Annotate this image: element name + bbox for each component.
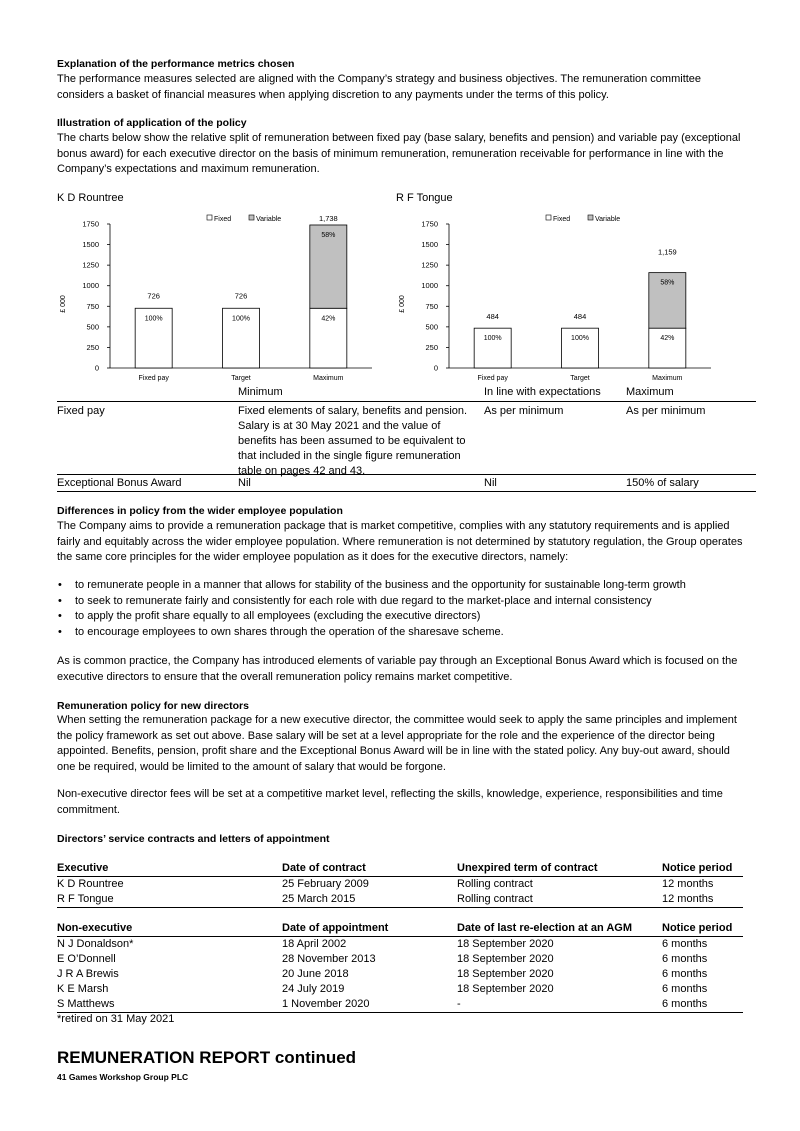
y-tick-label: 1500 (421, 240, 438, 250)
non-executive-reelection: - (457, 998, 461, 1010)
policy-fixed-maximum: As per minimum (626, 405, 706, 417)
illustration-heading: Illustration of application of the policy (57, 117, 247, 129)
y-tick-label: 250 (86, 342, 99, 352)
table-row (57, 877, 743, 892)
executives-header (57, 861, 743, 877)
footer-subtitle: 41 Games Workshop Group PLC (57, 1072, 189, 1082)
bar-fixed-label: 100% (483, 335, 502, 343)
legend-label: Fixed (553, 216, 571, 223)
y-tick-label: 1750 (421, 219, 438, 229)
y-tick-label: 0 (433, 363, 438, 373)
table-row (57, 997, 743, 1013)
wider-body2: As is common practice, the Company has introduced elements of variable pay through an Exceptional Bonus Award which is focused on the executive directors to ensure that the overall remuneration policy remains market competitive. (57, 655, 738, 683)
y-tick-label: 1250 (421, 260, 438, 270)
bar-fixed (649, 328, 686, 368)
executive-contract-date: 25 February 2009 (282, 878, 369, 890)
non-executive-reelection: 18 September 2020 (457, 953, 554, 965)
y-axis-label: £ 000 (60, 295, 67, 313)
non-executives-header-cell: Non-executive (57, 922, 133, 934)
non-executive-name: K E Marsh (57, 983, 109, 995)
executives-header-cell: Notice period (662, 862, 733, 874)
bar-fixed-label: 100% (571, 335, 589, 343)
y-tick-label: 1750 (82, 219, 99, 229)
legend-swatch-variable (588, 215, 593, 220)
legend-swatch-fixed (546, 215, 551, 220)
bar-fixed-label: 42% (660, 335, 675, 343)
executive-name: R F Tongue (57, 893, 114, 905)
bar-total-label: 484 (486, 312, 499, 322)
footer-title: REMUNERATION REPORT continued (57, 1048, 357, 1067)
chart-rf-tongue-svg (396, 190, 716, 390)
wider-bullet: • to apply the profit share equally to all employees (excluding the executive directors) (57, 609, 747, 625)
new-directors-heading: Remuneration policy for new directors (57, 700, 249, 712)
bar-fixed-label: 100% (232, 315, 250, 323)
legend-swatch-fixed (207, 215, 212, 220)
non-executive-appointment: 1 November 2020 (282, 998, 370, 1010)
executive-notice: 12 months (662, 893, 714, 905)
non-executives-header-cell: Date of last re-election at an AGM (457, 922, 633, 934)
new-directors-body: When setting the remuneration package for a new executive director, the committee would seek to apply the same principles and implement the policy framework as set out above. Base salary will be set at a level appropriate for the role and the experience of the director being appointed. Benefits, pension, profit share and the Exceptional Bonus Award will be in line with the stated policy. Any buy-out award, should one be required, would be limited to the amount of salary that would be forgone. (57, 714, 737, 773)
table-row (57, 967, 743, 982)
y-tick-label: 1000 (82, 281, 99, 291)
policy-row-fixed-pay (57, 402, 756, 475)
bar-variable-label: 58% (660, 279, 675, 287)
table-row (57, 982, 743, 997)
non-executive-name: E O’Donnell (57, 953, 116, 965)
chart-title: K D Rountree (57, 192, 124, 204)
wider-bullet: • to seek to remunerate fairly and consistently for each role with due regard to the market-place and internal consistency (57, 594, 747, 610)
non-executive-appointment: 18 April 2002 (282, 938, 347, 950)
bar-total-label: 726 (234, 291, 248, 301)
bar-total-label: 484 (573, 312, 587, 322)
y-tick-label: 0 (94, 363, 99, 373)
non-executive-appointment: 20 June 2018 (282, 968, 349, 980)
executives-header-cell: Date of contract (282, 862, 366, 874)
executive-notice: 12 months (662, 878, 714, 890)
wider-heading: Differences in policy from the wider employee population (57, 505, 343, 517)
chart-kd-rountree-svg (57, 190, 377, 390)
non-executive-notice: 6 months (662, 983, 708, 995)
table-row (57, 952, 743, 967)
executive-name: K D Rountree (57, 878, 124, 890)
non-executive-appointment: 24 July 2019 (282, 983, 345, 995)
y-tick-label: 250 (425, 342, 438, 352)
metrics-heading: Explanation of the performance metrics chosen (57, 58, 295, 70)
non-executive-name: S Matthews (57, 998, 115, 1010)
executive-contract-date: 25 March 2015 (282, 893, 356, 905)
wider-bullets (57, 578, 747, 640)
wider-bullet: • to remunerate people in a manner that allows for stability of the business and the opportunity for sustainable long-term growth (57, 578, 747, 594)
bar-total-label: 1,159 (657, 247, 677, 257)
legend-swatch-variable (249, 215, 254, 220)
non-executive-appointment: 28 November 2013 (282, 953, 376, 965)
chart-kd-rountree (57, 190, 377, 390)
executive-term: Rolling contract (457, 878, 533, 890)
non-executive-name: N J Donaldson* (57, 938, 134, 950)
x-tick-label: Target (231, 375, 251, 382)
policy-fixed-label: Fixed pay (57, 405, 105, 417)
executive-term: Rolling contract (457, 893, 533, 905)
non-executives-header-cell: Date of appointment (282, 922, 389, 934)
non-executives-header-cell: Notice period (662, 922, 733, 934)
y-tick-label: 1500 (82, 240, 99, 250)
x-tick-label: Fixed pay (138, 375, 169, 382)
chart-title: R F Tongue (396, 192, 453, 204)
illustration-body: The charts below show the relative split of remuneration between fixed pay (base salary, benefits and pension) and variable pay (exceptional bonus award) for each executive director on the basis of minimum remuneration, remuneration receivable for performance in line with the Company’s expectations and maximum remuneration. (57, 132, 741, 175)
wider-bullet: • to encourage employees to own shares through the operation of the sharesave scheme. (57, 625, 747, 641)
non-executive-reelection: 18 September 2020 (457, 983, 554, 995)
table-row (57, 937, 743, 952)
y-axis-label: £ 000 (399, 295, 406, 313)
y-tick-label: 750 (425, 301, 438, 311)
policy-header-minimum: Minimum (238, 386, 283, 398)
bar-fixed-label: 42% (321, 315, 336, 323)
y-tick-label: 1000 (421, 281, 438, 291)
non-executive-notice: 6 months (662, 998, 708, 1010)
wider-body: The Company aims to provide a remuneration package that is market competitive, complies with any statutory requirements and is applied fairly and equitably across the wider employee population. Where remuneration is not determined by statutory regulation, the Group operates the same core principles for the wider employee population as it does for the executive directors, namely: (57, 520, 743, 563)
policy-table (57, 385, 756, 492)
y-tick-label: 500 (86, 322, 99, 332)
bar-fixed-label: 100% (144, 315, 163, 323)
x-tick-label: Target (570, 375, 590, 382)
y-tick-label: 1250 (82, 260, 99, 270)
policy-table-header (57, 385, 756, 402)
chart-rf-tongue (396, 190, 716, 390)
non-executive-notice: 6 months (662, 968, 708, 980)
x-tick-label: Maximum (652, 375, 683, 382)
bar-variable-label: 58% (321, 231, 336, 239)
new-directors-body2: Non-executive director fees will be set at a competitive market level, reflecting the skills, knowledge, experience, responsibilities and time commitment. (57, 788, 723, 816)
contracts-heading: Directors’ service contracts and letters of appointment (57, 833, 330, 845)
legend-label: Variable (595, 216, 621, 223)
policy-header-maximum: Maximum (626, 386, 674, 398)
metrics-body: The performance measures selected are aligned with the Company’s strategy and business objectives. The remuneration committee considers a basket of financial measures when applying discretion to any payments under the terms of this policy. (57, 73, 702, 101)
executives-header-cell: Unexpired term of contract (457, 862, 598, 874)
y-tick-label: 500 (425, 322, 438, 332)
legend-label: Variable (256, 216, 282, 223)
bar-fixed (562, 328, 599, 368)
non-executive-notice: 6 months (662, 953, 708, 965)
non-executive-reelection: 18 September 2020 (457, 938, 554, 950)
executives-header-cell: Executive (57, 862, 109, 874)
y-tick-label: 750 (86, 301, 99, 311)
bar-total-label: 726 (147, 291, 160, 301)
non-executive-name: J R A Brewis (57, 968, 119, 980)
x-tick-label: Fixed pay (477, 375, 508, 382)
bar-fixed (474, 328, 511, 368)
non-executive-notice: 6 months (662, 938, 708, 950)
policy-bonus-maximum: 150% of salary (626, 477, 699, 489)
non-executives-table (57, 921, 743, 1031)
non-executives-header (57, 921, 743, 937)
policy-fixed-in-line: As per minimum (484, 405, 564, 417)
policy-bonus-in-line: Nil (484, 477, 497, 489)
executives-table (57, 861, 743, 915)
policy-fixed-minimum: Fixed elements of salary, benefits and pension. Salary is at 30 May 2021 and the value of benefits has been assumed to be equivalent to that included in the single figure remuneration table on pages 42 and 43. (238, 405, 468, 477)
table-row (57, 892, 743, 908)
non-executives-footnote: *retired on 31 May 2021 (57, 1013, 175, 1025)
policy-bonus-label: Exceptional Bonus Award (57, 477, 182, 489)
bar-total-label: 1,738 (318, 213, 338, 223)
non-executive-reelection: 18 September 2020 (457, 968, 554, 980)
policy-bonus-minimum: Nil (238, 477, 251, 489)
policy-row-bonus (57, 475, 756, 492)
legend-label: Fixed (214, 216, 232, 223)
policy-header-in-line: In line with expectations (484, 386, 601, 398)
x-tick-label: Maximum (313, 375, 344, 382)
